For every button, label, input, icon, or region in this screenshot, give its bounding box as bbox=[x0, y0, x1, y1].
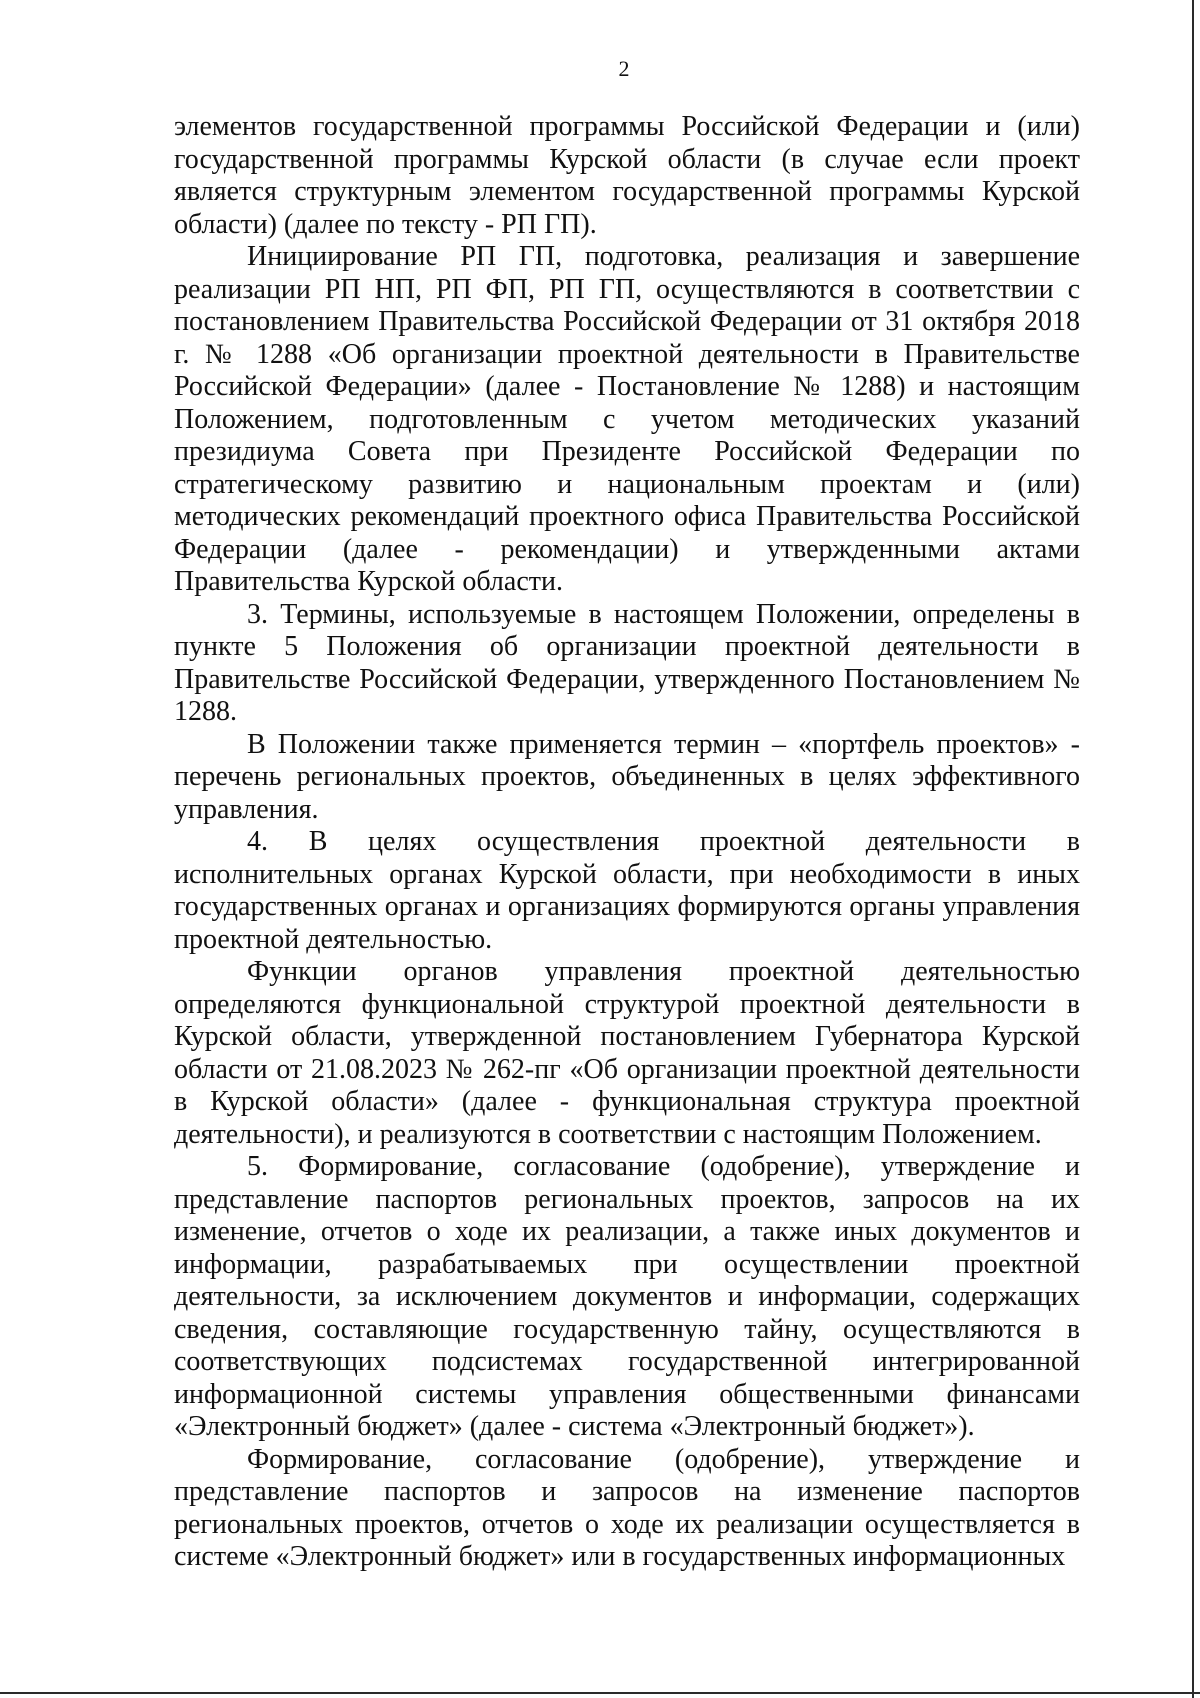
paragraph-functions: Функции органов управления проектной деятельностью определяются функциональной структурой проектной деятельности в Курской области, утвержденной постановлением Губернатора Курской области от 21.08.2023 № 262-пг «Об организации проектной деятельности в Курской области» (далее - функциональная структура проектной деятельности), и реализуются в соответствии с настоящим Положением. bbox=[174, 956, 1080, 1150]
paragraph-portfolio-term: В Положении также применяется термин – «портфель проектов» - перечень региональных проектов, объединенных в целях эффективного управления. bbox=[174, 728, 1080, 825]
document-body bbox=[174, 111, 1080, 1574]
scan-edge-right bbox=[1192, 0, 1194, 1698]
paragraph-initiation: Инициирование РП ГП, подготовка, реализация и завершение реализации РП НП, РП ФП, РП ГП, осуществляются в соответствии с постановлением Правительства Российской Федерации от 31 октября 2018 г. № 1288 «Об организации проектной деятельности в Правительстве Российской Федерации» (далее - Постановление № 1288) и настоящим Положением, подготовленным с учетом методических указаний президиума Совета при Президенте Российской Федерации по стратегическому развитию и национальным проектам и (или) методических рекомендаций проектного офиса Правительства Российской Федерации (далее - рекомендации) и утвержденными актами Правительства Курской области. bbox=[174, 241, 1080, 597]
paragraph-item-5: 5. Формирование, согласование (одобрение), утверждение и представление паспортов региональных проектов, запросов на их изменение, отчетов о ходе их реализации, а также иных документов и информации, разрабатываемых при осуществлении проектной деятельности, за исключением документов и информации, содержащих сведения, составляющие государственную тайну, осуществляются в соответствующих подсистемах государственной интегрированной информационной системы управления общественными финансами «Электронный бюджет» (далее - система «Электронный бюджет»). bbox=[174, 1151, 1080, 1442]
paragraph-item-3: 3. Термины, используемые в настоящем Положении, определены в пункте 5 Положения об организации проектной деятельности в Правительстве Российской Федерации, утвержденного Постановлением № 1288. bbox=[174, 598, 1080, 727]
page-number: 2 bbox=[618, 56, 630, 81]
scan-edge-bottom bbox=[0, 1692, 1200, 1694]
paragraph-item-4: 4. В целях осуществления проектной деятельности в исполнительных органах Курской области, при необходимости в иных государственных органах и организациях формируются органы управления проектной деятельностью. bbox=[174, 826, 1080, 955]
paragraph-continuation: элементов государственной программы Российской Федерации и (или) государственной программы Курской области (в случае если проект является структурным элементом государственной программы Курской области) (далее по тексту - РП ГП). bbox=[174, 111, 1080, 240]
paragraph-electronic-budget: Формирование, согласование (одобрение), утверждение и представление паспортов и запросов на изменение паспортов региональных проектов, отчетов о ходе их реализации осуществляется в системе «Электронный бюджет» или в государственных информационных bbox=[174, 1443, 1080, 1572]
